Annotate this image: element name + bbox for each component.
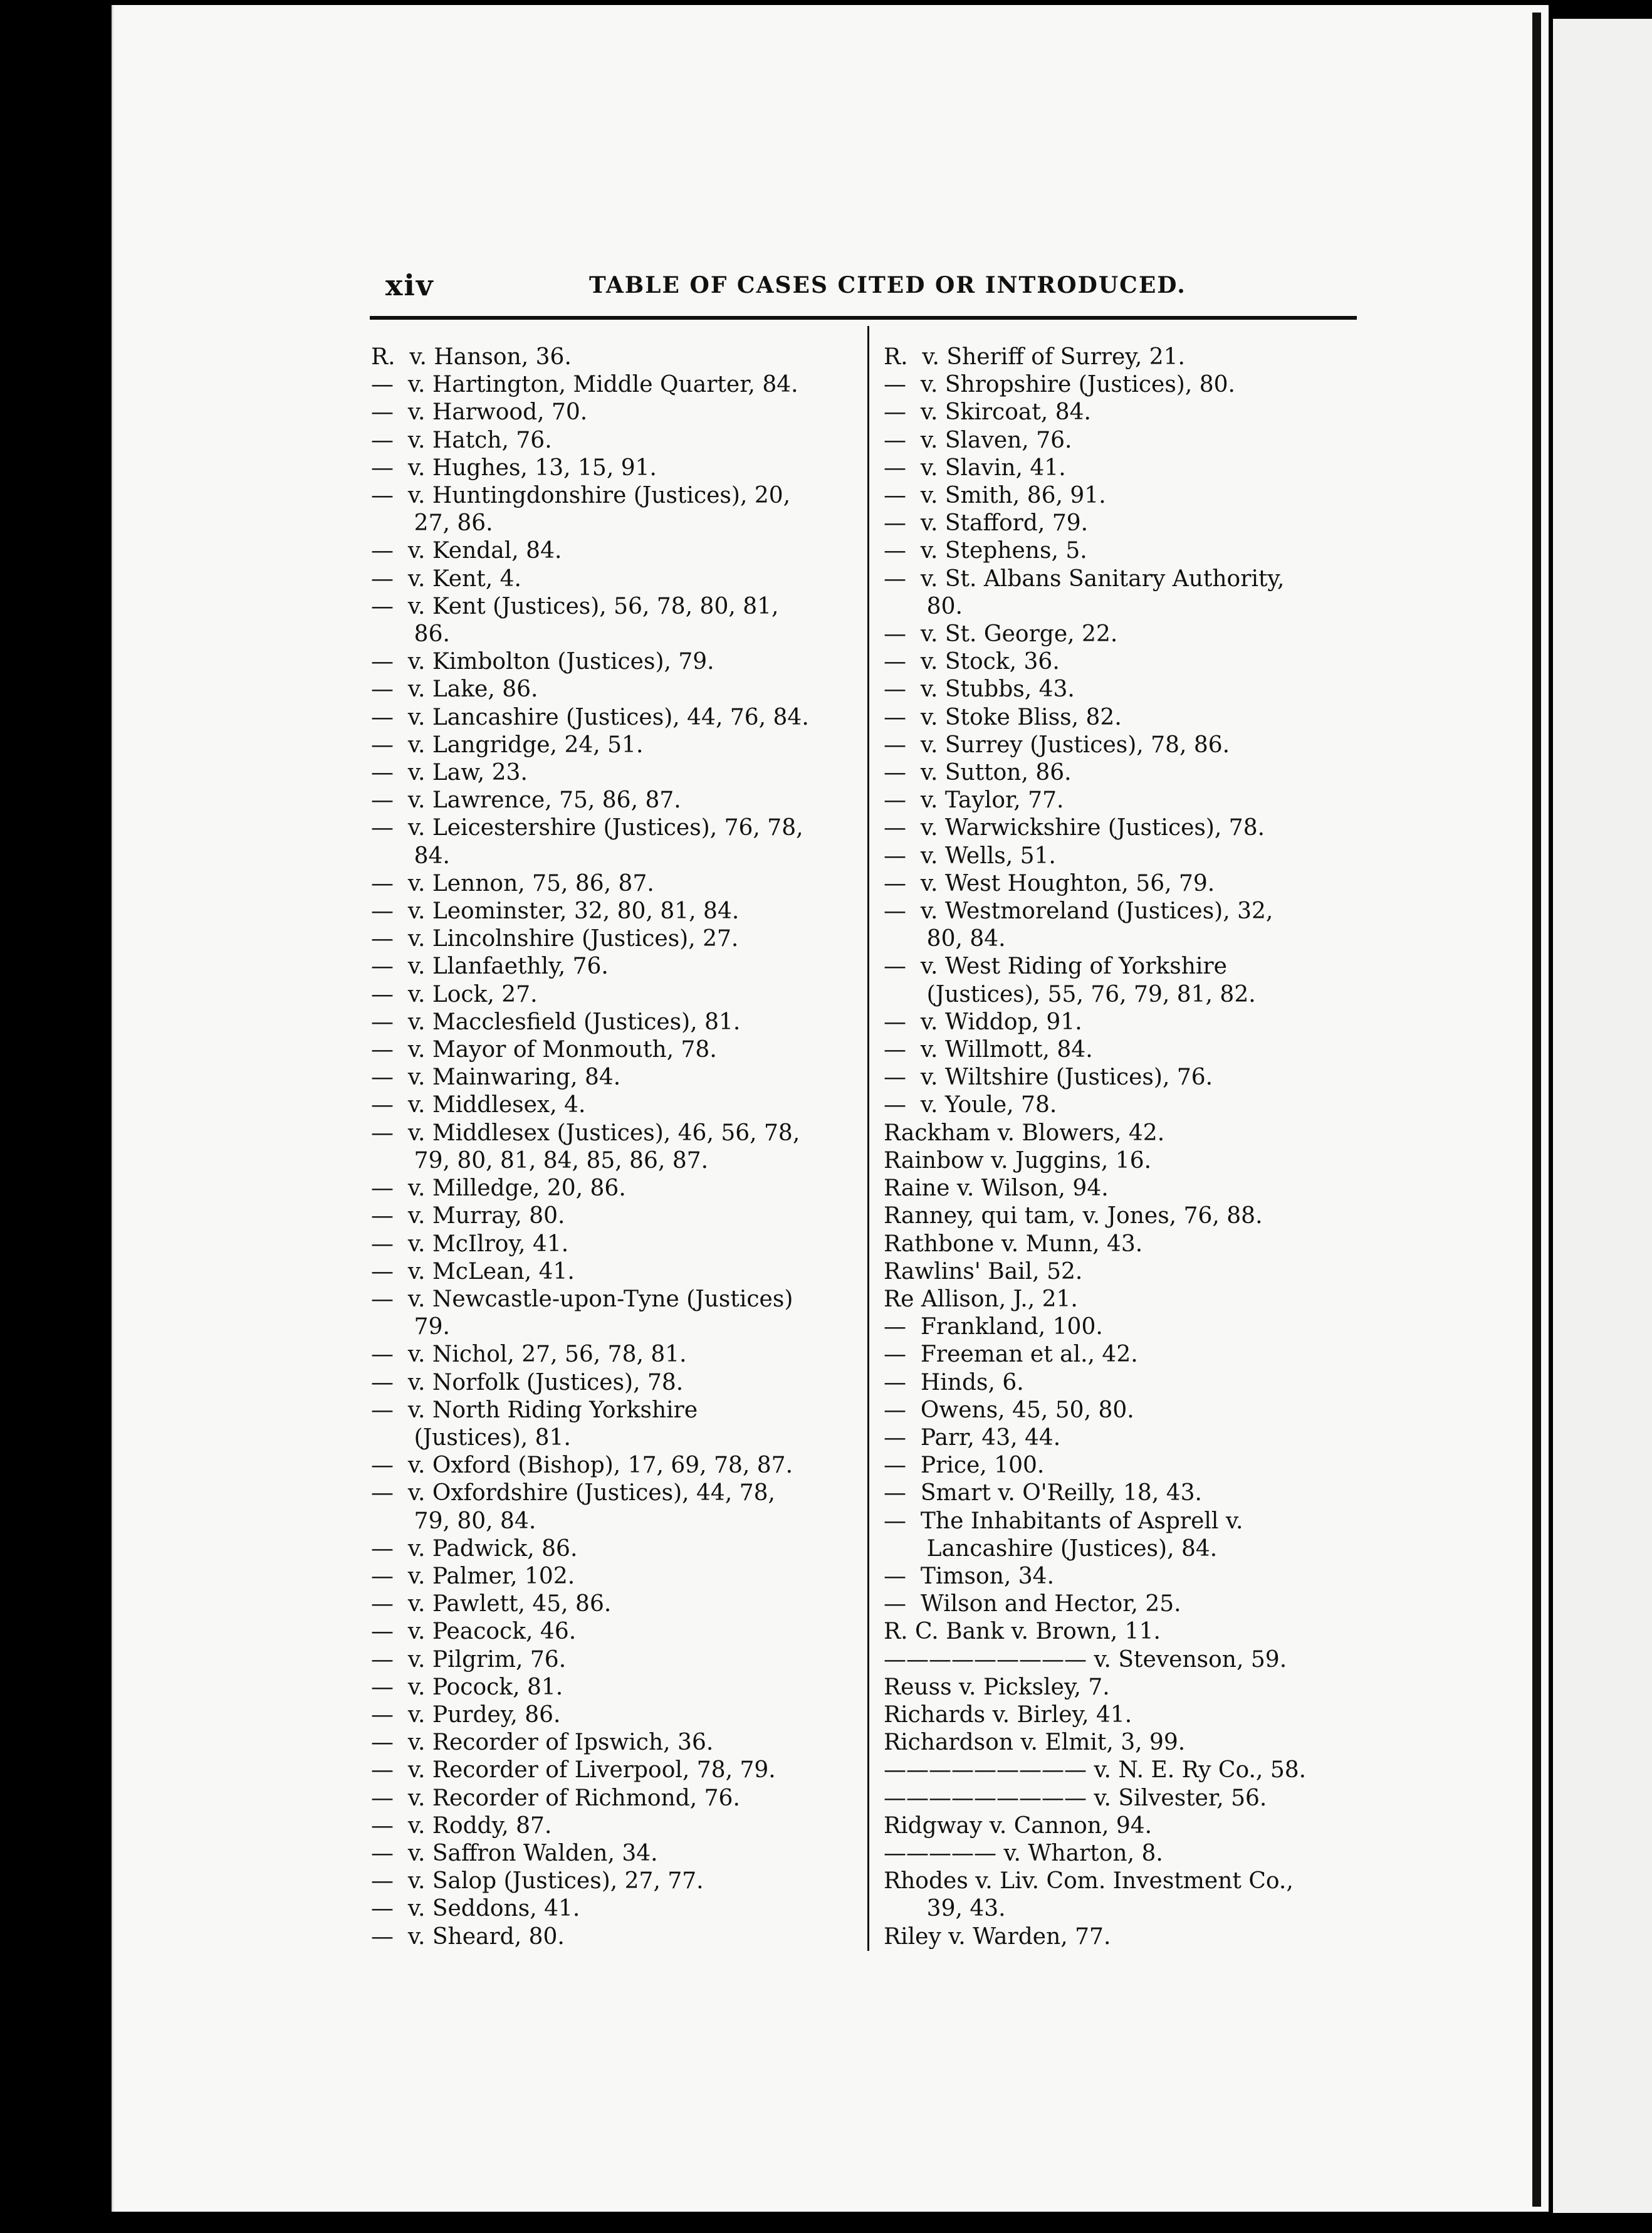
case-entry: ————————— v. N. E. Ry Co., 58.	[884, 1757, 1307, 1784]
case-entry: — v. Middlesex, 4.	[371, 1092, 586, 1118]
case-entry: — v. Stephens, 5.	[884, 538, 1087, 564]
case-entry: — v. Llanfaethly, 76.	[371, 954, 609, 980]
case-entry: — v. Westmoreland (Justices), 32,	[884, 898, 1273, 925]
case-entry: 80, 84.	[884, 926, 1006, 952]
case-entry: — v. Kent (Justices), 56, 78, 80, 81,	[371, 593, 779, 619]
case-entry: — v. Roddy, 87.	[371, 1812, 552, 1839]
case-entry: Rackham v. Blowers, 42.	[884, 1120, 1165, 1146]
case-entry: — v. Leicestershire (Justices), 76, 78,	[371, 815, 803, 841]
case-entry: (Justices), 55, 76, 79, 81, 82.	[884, 981, 1256, 1007]
page-header	[276, 268, 1354, 306]
case-entry: — v. Padwick, 86.	[371, 1535, 578, 1562]
case-entry: ————— v. Wharton, 8.	[884, 1840, 1163, 1866]
case-entry: — v. Harwood, 70.	[371, 399, 588, 426]
case-entry: — Parr, 43, 44.	[884, 1424, 1061, 1451]
case-entry: — Price, 100.	[884, 1453, 1045, 1479]
case-entry: — v. Lawrence, 75, 86, 87.	[371, 787, 681, 814]
case-entry: Riley v. Warden, 77.	[884, 1923, 1111, 1950]
case-entry: Rawlins' Bail, 52.	[884, 1258, 1083, 1285]
case-entry: — v. Hartington, Middle Quarter, 84.	[371, 372, 798, 398]
case-entry: — v. Wiltshire (Justices), 76.	[884, 1064, 1213, 1091]
case-entry: — v. Slavin, 41.	[884, 454, 1066, 481]
case-entry: — Hinds, 6.	[884, 1369, 1024, 1395]
case-entry: — v. Willmott, 84.	[884, 1037, 1093, 1063]
case-entry: — v. Mainwaring, 84.	[371, 1064, 621, 1091]
case-entry: — v. Pilgrim, 76.	[371, 1646, 567, 1673]
case-entry: — v. Lancashire (Justices), 44, 76, 84.	[371, 704, 809, 730]
case-entry: — v. McLean, 41.	[371, 1258, 575, 1285]
column-divider	[867, 326, 869, 1951]
case-entry: — v. Youle, 78.	[884, 1092, 1057, 1118]
case-entry: Re Allison, J., 21.	[884, 1286, 1078, 1312]
case-entry: R. v. Hanson, 36.	[371, 344, 572, 370]
case-entry: — v. Recorder of Liverpool, 78, 79.	[371, 1757, 776, 1784]
case-entry: — v. Sutton, 86.	[884, 760, 1072, 786]
case-entry: — v. Newcastle-upon-Tyne (Justices)	[371, 1286, 793, 1312]
case-entry: — v. Mayor of Monmouth, 78.	[371, 1037, 717, 1063]
case-entry: — v. Milledge, 20, 86.	[371, 1175, 626, 1202]
case-entry: — v. Surrey (Justices), 78, 86.	[884, 732, 1230, 758]
case-entry: — Wilson and Hector, 25.	[884, 1591, 1181, 1617]
case-entry: — The Inhabitants of Asprell v.	[884, 1508, 1243, 1534]
case-entry: 80.	[884, 593, 963, 619]
case-entry: — v. Lock, 27.	[371, 981, 538, 1007]
case-entry: — v. Lennon, 75, 86, 87.	[371, 870, 654, 896]
case-entry: Raine v. Wilson, 94.	[884, 1175, 1109, 1202]
case-entry: 86.	[371, 621, 450, 648]
case-entry: — v. Nichol, 27, 56, 78, 81.	[371, 1342, 687, 1368]
case-entry: — v. Stafford, 79.	[884, 510, 1089, 537]
case-entry: — v. Oxford (Bishop), 17, 69, 78, 87.	[371, 1453, 793, 1479]
case-entry: — v. Lake, 86.	[371, 676, 538, 703]
case-entry: — v. Smith, 86, 91.	[884, 483, 1106, 509]
case-entry: — v. Saffron Walden, 34.	[371, 1840, 658, 1866]
case-entry: 79.	[371, 1314, 450, 1340]
case-entry: 39, 43.	[884, 1896, 1006, 1922]
case-entry: — v. Stock, 36.	[884, 649, 1060, 675]
case-entry: 79, 80, 81, 84, 85, 86, 87.	[371, 1147, 709, 1174]
case-entry: ————————— v. Silvester, 56.	[884, 1785, 1267, 1811]
case-entry: — v. Oxfordshire (Justices), 44, 78,	[371, 1480, 775, 1506]
case-entry: — v. Law, 23.	[371, 760, 528, 786]
case-entry: — v. Taylor, 77.	[884, 787, 1064, 814]
case-entry: — v. Huntingdonshire (Justices), 20,	[371, 483, 791, 509]
case-entry: Lancashire (Justices), 84.	[884, 1535, 1218, 1562]
facing-page	[1553, 19, 1652, 2213]
case-entry: — Freeman et al., 42.	[884, 1342, 1138, 1368]
case-entry: — v. Skircoat, 84.	[884, 399, 1091, 426]
case-entry: — v. Sheard, 80.	[371, 1923, 565, 1950]
case-entry: — v. Kimbolton (Justices), 79.	[371, 649, 714, 675]
case-entry: ————————— v. Stevenson, 59.	[884, 1646, 1287, 1673]
case-entry: — v. Leominster, 32, 80, 81, 84.	[371, 898, 740, 925]
case-entry: — v. Wells, 51.	[884, 843, 1056, 869]
case-entry: (Justices), 81.	[371, 1424, 571, 1451]
case-entry: Rainbow v. Juggins, 16.	[884, 1147, 1152, 1174]
case-entry: — v. Lincolnshire (Justices), 27.	[371, 926, 739, 952]
case-entry: — v. Macclesfield (Justices), 81.	[371, 1009, 741, 1035]
case-entry: — v. Recorder of Ipswich, 36.	[371, 1730, 714, 1756]
left-column	[371, 344, 859, 1951]
case-entry: — v. Peacock, 46.	[371, 1619, 577, 1645]
case-entry: 27, 86.	[371, 510, 493, 537]
case-entry: — v. Recorder of Richmond, 76.	[371, 1785, 740, 1811]
case-entry: — v. Middlesex (Justices), 46, 56, 78,	[371, 1120, 800, 1146]
case-entry: — v. Warwickshire (Justices), 78.	[884, 815, 1265, 841]
case-entry: — Timson, 34.	[884, 1563, 1055, 1589]
case-entry: — v. Hatch, 76.	[371, 427, 552, 453]
case-entry: Rathbone v. Munn, 43.	[884, 1231, 1143, 1257]
case-entry: 79, 80, 84.	[371, 1508, 536, 1534]
page-number: xiv	[385, 268, 434, 302]
case-entry: Richardson v. Elmit, 3, 99.	[884, 1730, 1186, 1756]
case-entry: — v. North Riding Yorkshire	[371, 1397, 698, 1423]
case-entry: — v. Widdop, 91.	[884, 1009, 1082, 1035]
case-entry: — v. Slaven, 76.	[884, 427, 1072, 453]
case-entry: — v. Norfolk (Justices), 78.	[371, 1369, 684, 1395]
case-entry: — v. Hughes, 13, 15, 91.	[371, 454, 657, 481]
case-entry: — v. Langridge, 24, 51.	[371, 732, 644, 758]
case-entry: — v. West Houghton, 56, 79.	[884, 870, 1215, 896]
running-title: TABLE OF CASES CITED OR INTRODUCED.	[589, 272, 1186, 298]
page-gutter-shadow	[1532, 13, 1541, 2207]
case-entry: — v. Salop (Justices), 27, 77.	[371, 1868, 704, 1894]
case-entry: Richards v. Birley, 41.	[884, 1701, 1132, 1728]
case-entry: — v. Stubbs, 43.	[884, 676, 1075, 703]
case-entry: — v. St. Albans Sanitary Authority,	[884, 565, 1285, 592]
case-entry: 84.	[371, 843, 450, 869]
case-entry: R. C. Bank v. Brown, 11.	[884, 1619, 1161, 1645]
case-entry: — Smart v. O'Reilly, 18, 43.	[884, 1480, 1202, 1506]
case-entry: — v. Murray, 80.	[371, 1203, 565, 1229]
case-entry: — v. St. George, 22.	[884, 621, 1118, 648]
case-entry: — v. Seddons, 41.	[371, 1896, 580, 1922]
case-entry: Ridgway v. Cannon, 94.	[884, 1812, 1153, 1839]
case-entry: Rhodes v. Liv. Com. Investment Co.,	[884, 1868, 1294, 1894]
case-entry: R. v. Sheriff of Surrey, 21.	[884, 344, 1185, 370]
header-rule	[370, 316, 1357, 320]
case-entry: — v. Stoke Bliss, 82.	[884, 704, 1122, 730]
case-entry: Reuss v. Picksley, 7.	[884, 1674, 1110, 1700]
case-entry: — v. Pocock, 81.	[371, 1674, 563, 1700]
case-entry: — v. Purdey, 86.	[371, 1701, 561, 1728]
case-entry: — v. Kendal, 84.	[371, 538, 562, 564]
case-entry: — v. McIlroy, 41.	[371, 1231, 569, 1257]
case-entry: — v. Palmer, 102.	[371, 1563, 575, 1589]
case-entry: — v. Pawlett, 45, 86.	[371, 1591, 612, 1617]
case-entry: Ranney, qui tam, v. Jones, 76, 88.	[884, 1203, 1263, 1229]
case-entry: — v. Kent, 4.	[371, 565, 521, 592]
case-entry: — v. Shropshire (Justices), 80.	[884, 372, 1235, 398]
case-entry: — Owens, 45, 50, 80.	[884, 1397, 1134, 1423]
case-entry: — v. West Riding of Yorkshire	[884, 954, 1227, 980]
right-column	[884, 344, 1360, 1951]
case-entry: — Frankland, 100.	[884, 1314, 1103, 1340]
